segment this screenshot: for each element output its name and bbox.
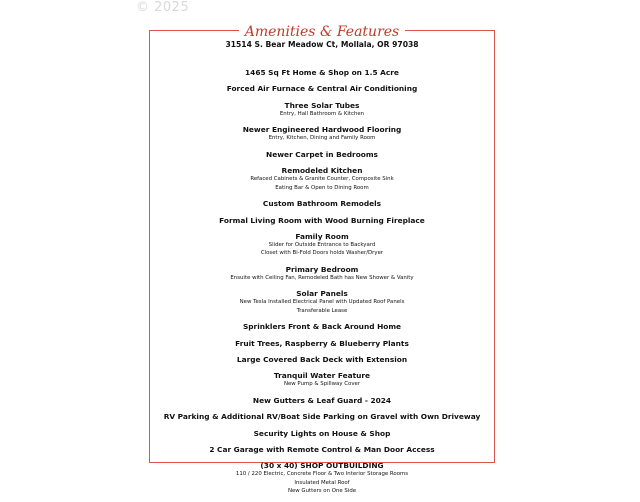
feature-item — [150, 412, 494, 421]
feature-heading: Formal Living Room with Wood Burning Fireplace — [219, 215, 425, 225]
features-list — [150, 68, 494, 502]
feature-heading: (30 x 40) SHOP OUTBUILDING — [260, 461, 384, 471]
feature-detail: Slider for Outside Entrance to Backyard — [268, 241, 376, 248]
feature-heading: 2 Car Garage with Remote Control & Man Door Access — [209, 445, 435, 455]
feature-item — [150, 150, 494, 159]
feature-heading: Security Lights on House & Shop — [253, 428, 391, 438]
feature-item — [150, 396, 494, 405]
feature-item — [150, 216, 494, 225]
feature-detail: Entry, Kitchen, Dining and Family Room — [268, 135, 376, 142]
feature-item — [150, 68, 494, 77]
feature-item — [150, 371, 494, 388]
feature-heading: Primary Bedroom — [285, 264, 359, 274]
copyright-watermark: © 2025 — [136, 0, 190, 15]
feature-heading: New Gutters & Leaf Guard - 2024 — [252, 395, 392, 405]
feature-heading: 1465 Sq Ft Home & Shop on 1.5 Acre — [245, 68, 399, 77]
feature-item — [150, 445, 494, 454]
feature-heading: Solar Panels — [296, 289, 348, 299]
feature-detail: Closet with Bi-Fold Doors holds Washer/Dryer — [260, 250, 384, 257]
feature-item — [150, 84, 494, 93]
feature-heading: Three Solar Tubes — [284, 100, 360, 110]
feature-heading: Fruit Trees, Raspberry & Blueberry Plants — [235, 338, 409, 348]
feature-heading: Sprinklers Front & Back Around Home — [242, 322, 402, 332]
feature-item — [150, 199, 494, 208]
feature-item — [150, 101, 494, 118]
feature-detail: Refaced Cabinets & Granite Counter, Composite Sink — [250, 176, 394, 183]
feature-detail: Transferable Lease — [296, 307, 348, 314]
feature-detail: Insulated Metal Roof — [294, 479, 350, 486]
flyer-title: Amenities & Features — [239, 23, 406, 41]
property-address: 31514 S. Bear Meadow Ct, Mollala, OR 97038 — [225, 40, 419, 49]
feature-item — [150, 461, 494, 495]
feature-item — [150, 265, 494, 282]
feature-heading: Large Covered Back Deck with Extension — [236, 354, 408, 364]
flyer-frame — [149, 24, 495, 494]
feature-item — [150, 355, 494, 364]
feature-item — [150, 429, 494, 438]
feature-heading: Family Room — [295, 231, 349, 241]
title-wrap — [150, 22, 494, 41]
feature-heading: Custom Bathroom Remodels — [262, 199, 382, 209]
feature-item — [150, 339, 494, 348]
feature-heading: RV Parking & Additional RV/Boat Side Parking on Gravel with Own Driveway — [163, 412, 481, 422]
feature-item — [150, 289, 494, 314]
feature-heading: Tranquil Water Feature — [273, 371, 371, 381]
feature-heading: Remodeled Kitchen — [281, 166, 363, 176]
feature-detail: 110 / 220 Electric, Concrete Floor & Two Interior Storage Rooms — [235, 471, 409, 478]
feature-detail: New Tesla Installed Electrical Panel with Updated Roof Panels — [239, 299, 405, 306]
feature-detail: New Pump & Spillway Cover — [283, 381, 361, 388]
feature-heading: Newer Carpet in Bedrooms — [266, 149, 378, 159]
feature-heading: Newer Engineered Hardwood Flooring — [242, 125, 402, 135]
feature-detail: Eating Bar & Open to Dining Room — [275, 184, 369, 191]
feature-detail: Ensuite with Ceiling Fan, Remodeled Bath has New Shower & Vanity — [230, 274, 414, 281]
feature-detail: New Gutters on One Side — [287, 487, 357, 494]
feature-item — [150, 232, 494, 257]
feature-detail: Entry, Hall Bathroom & Kitchen — [279, 110, 365, 117]
feature-item — [150, 322, 494, 331]
feature-heading: Forced Air Furnace & Central Air Conditioning — [226, 84, 418, 94]
feature-item — [150, 125, 494, 142]
feature-item — [150, 166, 494, 191]
